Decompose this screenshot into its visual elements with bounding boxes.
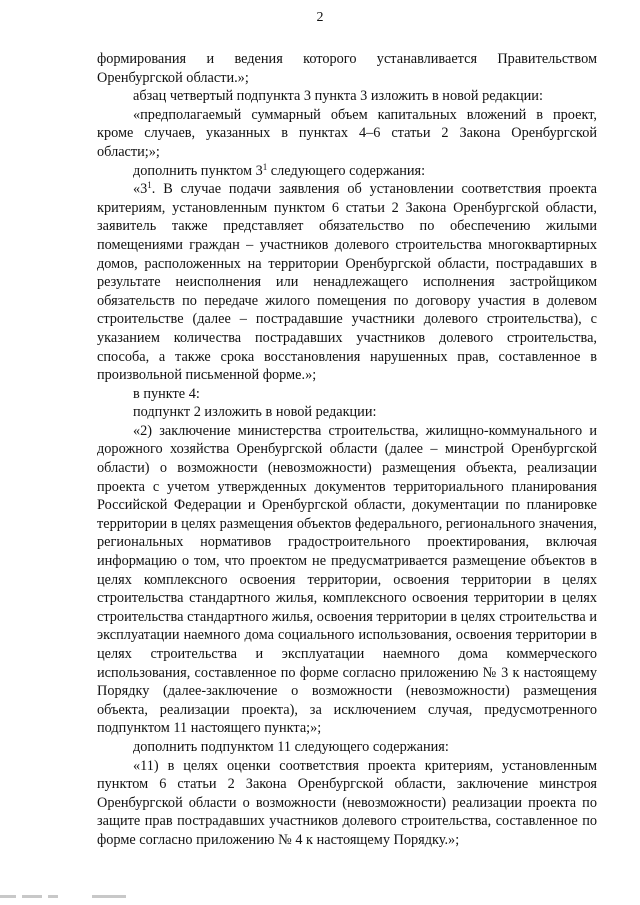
- point-3-1-text-after: . В случае подачи заявления об установлении соответствия проекта критериям, установленным пунктом 6 статьи 2 Закона Оренбургской области, заявитель также представляет обязательство по обеспечению жилыми помещениями граждан – участников долевого строительства многоквартирных домов, расположенных на территории Оренбургской области, пострадавших в результате неисполнения или ненадлежащего исполнения застройщиком обязательств по передаче жилого помещения по договору участия в долевом строительстве (далее – пострадавшие участники долевого строительства), с указанием количества пострадавших участников долевого строительства, способа, а также срока восстановления нарушенных прав, составленное в произвольной письменной форме.»;: [97, 181, 597, 384]
- paragraph-instruction-abzac: абзац четвертый подпункта 3 пункта 3 изложить в новой редакции:: [133, 88, 543, 105]
- page-number: 2: [316, 10, 324, 25]
- scan-mark: [48, 895, 58, 898]
- paragraph-quote-investment: «предполагаемый суммарный объем капитальных вложений в проект, кроме случаев, указанных в пунктах 4–6 статьи 2 Закона Оренбургской области;»;: [97, 106, 597, 160]
- paragraph-subpoint-11-text: «11) в целях оценки соответствия проекта критериям, установленным пунктом 6 статьи 2 Закона Оренбургской области, заключение минстроя Оренбургской области о возможности (невозможности) реализации проекта по защите прав пострадавших участников долевого строительства, составленное по форме согласно приложению № 4 к настоящему Порядку.»;: [97, 757, 597, 848]
- paragraph-instruction-add-point: [97, 162, 597, 181]
- paragraph-point-3-1: [97, 180, 597, 385]
- add-point-text-before: дополнить пунктом 3: [133, 162, 263, 179]
- scan-footer-marks: [0, 895, 640, 901]
- document-body: [97, 50, 597, 850]
- paragraph-in-point-4: в пункте 4:: [133, 385, 200, 402]
- paragraph-continuation: формирования и ведения которого устанавливается Правительством Оренбургской области.»;: [97, 51, 597, 86]
- paragraph-subpoint-2-instruction: подпункт 2 изложить в новой редакции:: [133, 404, 377, 421]
- paragraph-subpoint-11-instruction: дополнить подпунктом 11 следующего содержания:: [133, 738, 449, 755]
- scan-mark: [92, 895, 126, 898]
- scan-mark: [0, 895, 16, 898]
- add-point-superscript: 1: [262, 161, 268, 172]
- add-point-text-after: следующего содержания:: [267, 162, 426, 179]
- paragraph-subpoint-2-text: «2) заключение министерства строительства, жилищно-коммунального и дорожного хозяйства Оренбургской области (далее – минстрой Оренбургской области) о возможности (невозможности) размещения объекта, реализации проекта с учетом утвержденных документов территориального планирования Российской Федерации и Оренбургской области, документации по планировке территории в целях размещения объектов федерального, регионального значения, региональных нормативов градостроительного проектирования, включая информацию о том, что проектом не предусматривается размещение объектов в целях комплексного освоения территории, освоения территории в целях строительства стандартного жилья, комплексного освоения территории в целях строительства стандартного жилья, освоения территории в целях строительства и эксплуатации наемного дома социального использования, освоения территории в целях строительства и эксплуатации наемного дома коммерческого использования, составленное по форме согласно приложению № 3 к настоящему Порядку (далее-заключение о возможности (невозможности) размещения объекта, реализации проекта), за исключением случая, предусмотренного подпунктом 11 настоящего пункта;»;: [97, 422, 597, 737]
- point-3-1-superscript: 1: [147, 180, 152, 191]
- point-3-1-text-before: «3: [133, 181, 148, 198]
- scan-mark: [22, 895, 42, 898]
